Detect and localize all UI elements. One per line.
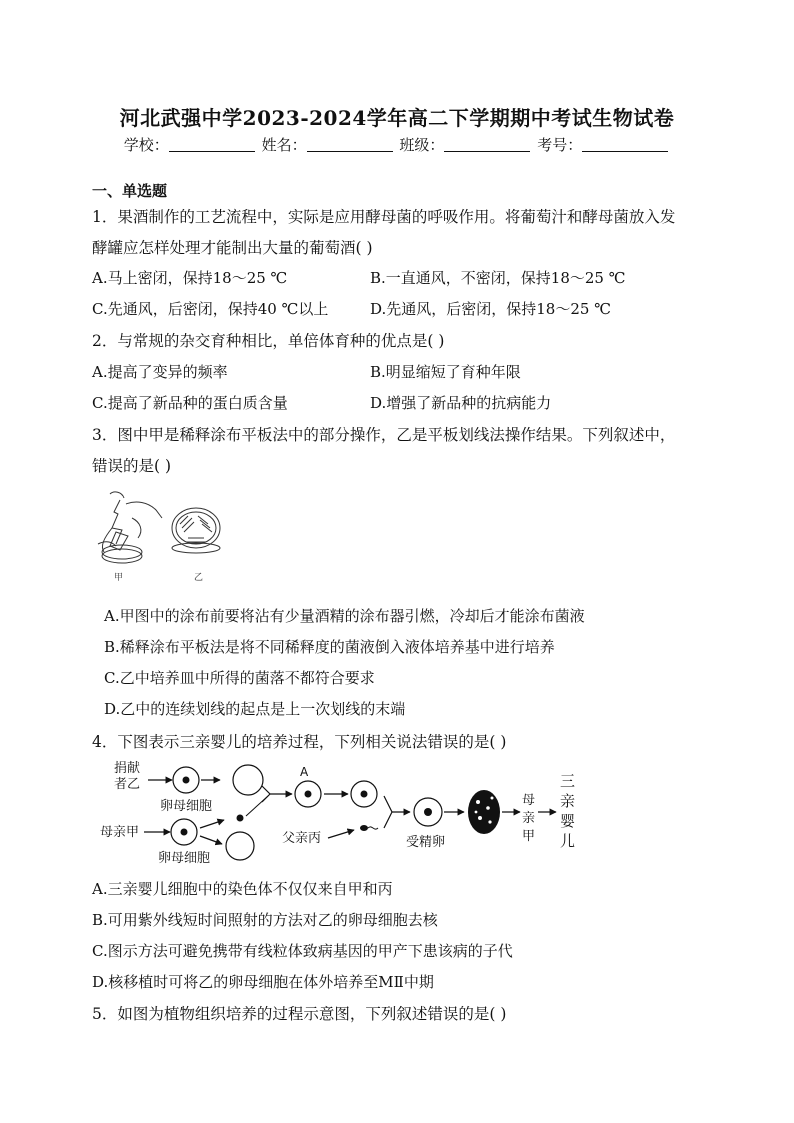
q3-option-c: C.乙中培养皿中所得的菌落不都符合要求: [104, 669, 375, 687]
streak-plate-illustration: [172, 508, 220, 553]
q2-option-b: B.明显缩短了育种年限: [370, 363, 521, 381]
baby-vertical-3: 婴: [560, 812, 576, 830]
q2-option-a: A.提高了变异的频率: [92, 363, 228, 381]
q1-stem-line2: 酵罐应怎样处理才能制出大量的葡萄酒( ): [92, 239, 373, 257]
q4-option-d: D.核移植时可将乙的卵母细胞在体外培养至MⅡ中期: [92, 973, 434, 991]
q3-option-b: B.稀释涂布平板法是将不同稀释度的菌液倒入液体培养基中进行培养: [104, 638, 555, 656]
arrow-father-to-sperm: [328, 830, 354, 838]
mature-oocyte-nucleus: [361, 791, 368, 798]
school-label: 学校：: [123, 136, 169, 154]
q4-option-a: A.三亲婴儿细胞中的染色体不仅仅来自甲和丙: [92, 880, 393, 898]
q3-figure: [92, 488, 242, 588]
fig-label-yi: 乙: [194, 573, 204, 583]
q4-option-b: B.可用紫外线短时间照射的方法对乙的卵母细胞去核: [92, 911, 438, 929]
donor-label-1: 捐献: [114, 761, 141, 776]
oocyte-label-bottom: 卵母细胞: [158, 851, 211, 866]
label-a: A: [300, 765, 309, 779]
q4-option-c: C.图示方法可避免携带有线粒体致病基因的甲产下患该病的子代: [92, 942, 513, 960]
donor-oocyte-nucleus: [183, 777, 190, 784]
q1-option-a: A.马上密闭，保持18～25 ℃: [92, 269, 288, 287]
q1-option-d: D.先通风，后密闭，保持18～25 ℃: [370, 300, 611, 318]
class-blank: [444, 137, 530, 152]
q2-option-d: D.增强了新品种的抗病能力: [370, 394, 552, 412]
donor-label-2: 者乙: [114, 777, 141, 792]
extracted-nucleus: [237, 815, 244, 822]
sperm-tail: [368, 827, 378, 829]
number-blank: [582, 137, 668, 152]
q4-stem: 4．下图表示三亲婴儿的培养过程，下列相关说法错误的是( ): [92, 733, 507, 751]
q5-stem: 5．如图为植物组织培养的过程示意图，下列叙述错误的是( ): [92, 1005, 507, 1023]
sperm-head: [360, 825, 368, 831]
q2-option-c: C.提高了新品种的蛋白质含量: [92, 394, 288, 412]
arrow-to-cytoplasm: [200, 836, 222, 844]
page-title: 河北武强中学2023-2024学年高二下学期期中考试生物试卷: [119, 106, 675, 130]
q1-stem-line1: 1．果酒制作的工艺流程中，实际是应用酵母菌的呼吸作用。将葡萄汁和酵母菌放入发: [92, 208, 676, 226]
arrow-to-nucleus: [200, 820, 224, 828]
mother-cytoplasm-cell: [226, 832, 254, 860]
father-label: 父亲丙: [282, 831, 322, 846]
merge-bracket: [262, 786, 270, 802]
q3-stem-line2: 错误的是( ): [92, 457, 172, 475]
q3-option-a: A.甲图中的涂布前要将沾有少量酒精的涂布器引燃，冷却后才能涂布菌液: [104, 607, 585, 625]
number-label: 考号：: [537, 136, 583, 154]
zygote-nucleus: [424, 808, 432, 816]
nucleus-merge-line: [246, 796, 268, 816]
q3-option-d: D.乙中的连续划线的起点是上一次划线的末端: [104, 700, 406, 718]
enucleated-oocyte-cell: [233, 765, 263, 795]
early-embryo: [468, 790, 500, 834]
class-label: 班级：: [399, 136, 445, 154]
oocyte-label-top: 卵母细胞: [160, 799, 213, 814]
baby-vertical-2: 亲: [560, 792, 576, 810]
q1-option-c: C.先通风，后密闭，保持40 ℃以上: [92, 300, 329, 318]
name-blank: [307, 137, 393, 152]
mother-vertical-3: 甲: [522, 829, 536, 844]
mother-label: 母亲甲: [100, 825, 140, 840]
q2-stem: 2．与常规的杂交育种相比，单倍体育种的优点是( ): [92, 332, 445, 350]
student-info-line: [0, 134, 794, 155]
baby-vertical-4: 儿: [560, 832, 576, 850]
reconstructed-nucleus-a: [305, 791, 312, 798]
q1-option-b: B.一直通风，不密闭，保持18～25 ℃: [370, 269, 626, 287]
q4-three-parent-baby-diagram: [92, 756, 592, 868]
spreader-illustration: [98, 492, 162, 563]
mother-vertical-2: 亲: [522, 811, 536, 826]
zygote-label: 受精卵: [406, 835, 446, 850]
baby-vertical-1: 三: [560, 772, 576, 790]
q3-stem-line1: 3．图中甲是稀释涂布平板法中的部分操作，乙是平板划线法操作结果。下列叙述中，: [92, 426, 676, 444]
name-label: 姓名：: [261, 136, 307, 154]
section-title: 一、单选题: [92, 182, 168, 200]
fertilization-bracket: [384, 796, 392, 828]
mother-vertical-1: 母: [522, 793, 536, 808]
fig-label-jia: 甲: [114, 573, 124, 583]
mother-oocyte-nucleus: [181, 829, 188, 836]
school-blank: [169, 137, 255, 152]
